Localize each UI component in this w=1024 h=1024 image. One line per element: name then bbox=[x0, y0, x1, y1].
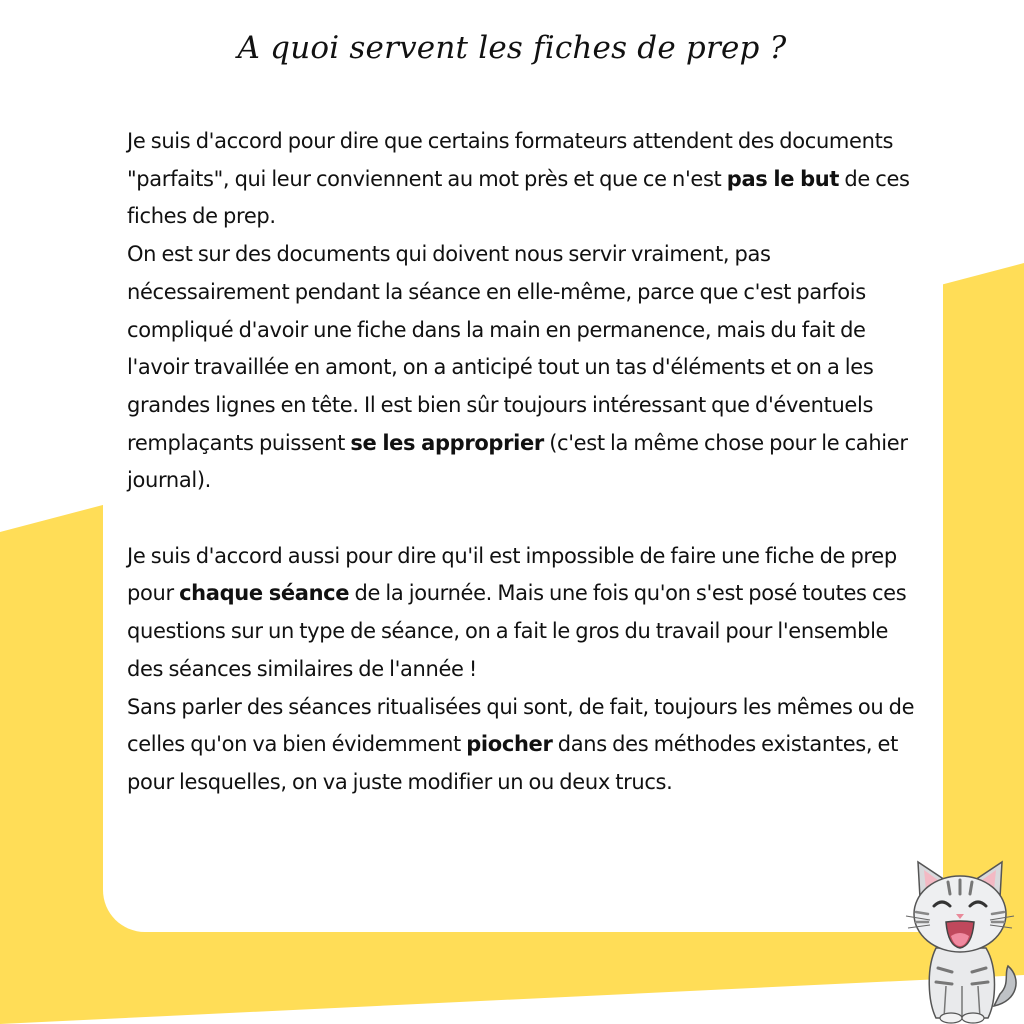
paragraph-2: On est sur des documents qui doivent nous servir vraiment, pas nécessairement pendant la séance en elle-même, parce que c'est parfois compliqué d'avoir une fiche dans la main en permanence, mais du fait de l'avoir travaillée en amont, on a anticipé tout un tas d'éléments et on a les grandes lignes en tête. Il est bien sûr toujours intéressant que d'éventuels remplaçants puissent se les approprier (c'est la même chose pour le cahier journal). bbox=[127, 242, 908, 493]
emphasis-chaque-seance: chaque séance bbox=[179, 581, 350, 606]
emphasis-pas-le-but: pas le but bbox=[726, 166, 840, 191]
paragraph-4: Sans parler des séances ritualisées qui sont, de fait, toujours les mêmes ou de celles qu'on va bien évidemment piocher dans des méthodes existantes, et pour lesquelles, on va juste modifier un ou deux trucs. bbox=[127, 694, 915, 794]
emphasis-piocher: piocher bbox=[466, 732, 553, 757]
paragraph-1: Je suis d'accord pour dire que certains formateurs attendent des documents "parfaits", qui leur conviennent au mot près et que ce n'est pas le but de ces fiches de prep. bbox=[127, 129, 910, 229]
page-title: A quoi servent les fiches de prep ? bbox=[237, 30, 787, 66]
kitten-illustration bbox=[896, 856, 1024, 1024]
emphasis-se-les-approprier: se les approprier bbox=[350, 430, 544, 455]
paragraph-3: Je suis d'accord aussi pour dire qu'il est impossible de faire une fiche de prep pour chaque séance de la journée. Mais une fois qu'on s'est posé toutes ces questions sur un type de séance, on a fait le gros du travail pour l'ensemble des séances similaires de l'année ! bbox=[127, 543, 907, 681]
body-text bbox=[127, 123, 923, 802]
